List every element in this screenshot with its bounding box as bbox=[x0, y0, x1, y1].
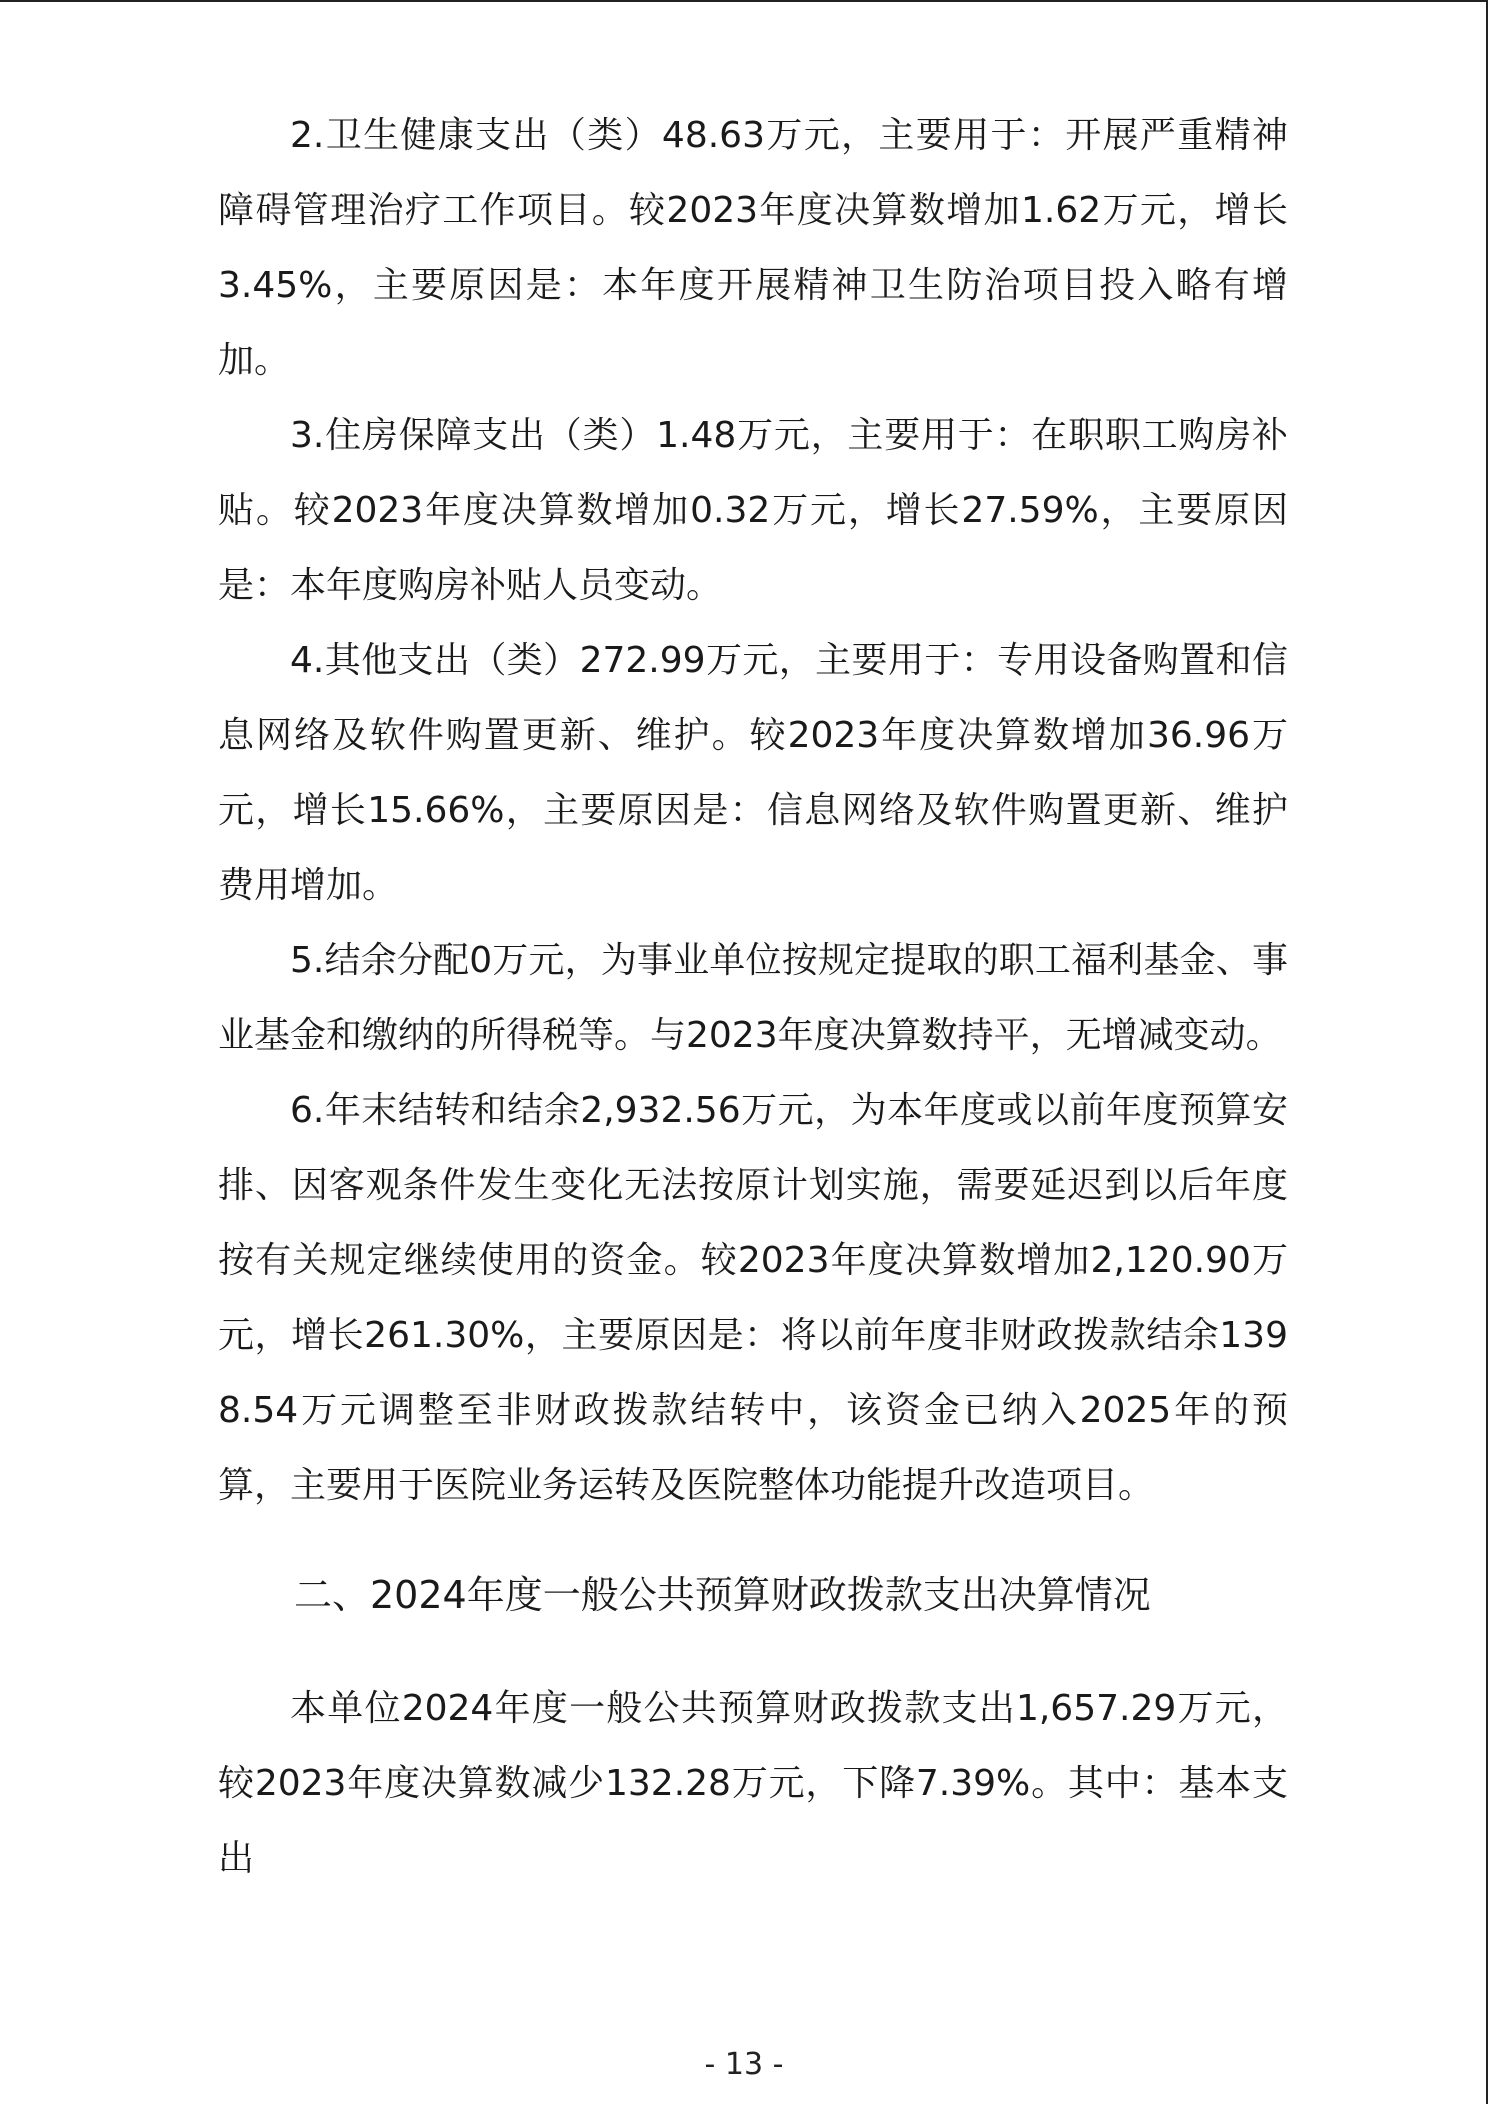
paragraph-housing-expenditure: 3.住房保障支出（类）1.48万元，主要用于：在职职工购房补贴。较2023年度决算数增加0.32万元，增长27.59%，主要原因是：本年度购房补贴人员变动。 bbox=[218, 415, 1288, 606]
page-number: - 13 - bbox=[704, 2047, 784, 2082]
paragraph-other-expenditure: 4.其他支出（类）272.99万元，主要用于：专用设备购置和信息网络及软件购置更新、维护。较2023年度决算数增加36.96万元，增长15.66%，主要原因是：信息网络及软件购置更新、维护费用增加。 bbox=[218, 640, 1288, 906]
paragraph-general-budget-summary: 本单位2024年度一般公共预算财政拨款支出1,657.29万元，较2023年度决算数减少132.28万元，下降7.39%。其中：基本支出 bbox=[218, 1688, 1288, 1879]
section-heading: 二、2024年度一般公共预算财政拨款支出决算情况 bbox=[294, 1573, 1151, 1617]
paragraph-surplus-distribution: 5.结余分配0万元，为事业单位按规定提取的职工福利基金、事业基金和缴纳的所得税等。与2023年度决算数持平，无增减变动。 bbox=[218, 940, 1288, 1056]
paragraph-health-expenditure: 2.卫生健康支出（类）48.63万元，主要用于：开展严重精神障碍管理治疗工作项目。较2023年度决算数增加1.62万元，增长3.45%，主要原因是：本年度开展精神卫生防治项目投入略有增加。 bbox=[218, 115, 1288, 381]
page-content bbox=[218, 98, 1288, 1896]
paragraph-year-end-carryover: 6.年末结转和结余2,932.56万元，为本年度或以前年度预算安排、因客观条件发生变化无法按原计划实施，需要延迟到以后年度按有关规定继续使用的资金。较2023年度决算数增加2,120.90万元，增长261.30%，主要原因是：将以前年度非财政拨款结余1398.54万元调整至非财政拨款结转中，该资金已纳入2025年的预算，主要用于医院业务运转及医院整体功能提升改造项目。 bbox=[218, 1090, 1288, 1506]
